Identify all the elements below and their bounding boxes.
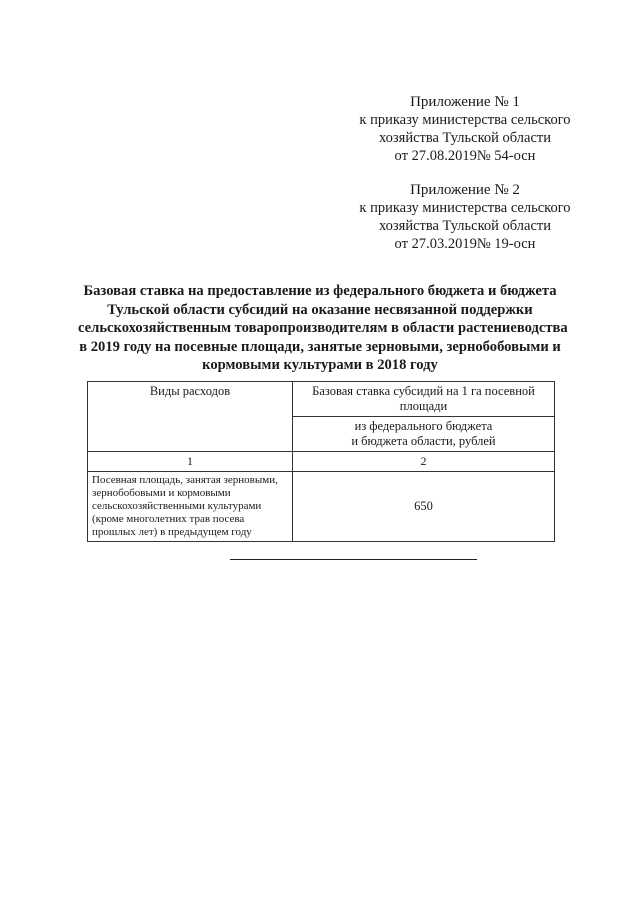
row-description-line: зернобобовыми и кормовыми — [92, 487, 231, 499]
appendix-1-line-2: хозяйства Тульской области — [378, 130, 552, 146]
appendix-1-date-line — [340, 147, 590, 165]
col-budget-subheader — [292, 417, 554, 452]
appendix-2-number: № 19-осн — [476, 236, 536, 252]
document-title — [78, 282, 568, 375]
appendix-1-number: № 54-осн — [476, 148, 536, 164]
title-line: Базовая ставка на предоставление из федерального бюджета и бюджета — [83, 283, 557, 299]
col-base-rate-header-text: Базовая ставка субсидий на 1 га посевной площади — [312, 384, 535, 413]
col-budget-subheader-line-1: из федерального бюджета — [354, 419, 493, 433]
rates-table — [87, 381, 555, 542]
col-expense-types-header-text: Виды расходов — [149, 384, 231, 398]
row-description-line: сельскохозяйственными культурами — [92, 500, 262, 512]
appendix-1-date: от 27.08.2019 — [394, 148, 477, 164]
row-description-line: (кроме многолетних трав посева — [92, 513, 245, 525]
appendix-1-line-1: к приказу министерства сельского — [359, 112, 571, 128]
column-number-2: 2 — [292, 452, 554, 472]
appendix-2-header — [340, 181, 590, 253]
row-description-line: прошлых лет) в предыдущем году — [92, 526, 252, 538]
table-row — [88, 472, 555, 542]
col-base-rate-header — [292, 382, 554, 417]
table-column-number-row — [88, 452, 555, 472]
column-number-1: 1 — [88, 452, 293, 472]
title-line: сельскохозяйственным товаропроизводителям в области растениеводства — [78, 320, 568, 336]
end-divider-line — [230, 559, 477, 560]
table-header-row — [88, 382, 555, 417]
title-line: Тульской области субсидий на оказание несвязанной поддержки — [107, 301, 533, 318]
appendix-2-date: от 27.03.2019 — [394, 236, 477, 252]
title-line: в 2019 году на посевные площади, занятые зерновыми, зернобобовыми и — [79, 338, 561, 355]
row-description — [88, 472, 293, 542]
col-budget-subheader-line-2: и бюджета области, рублей — [351, 434, 496, 448]
appendix-1-title: Приложение № 1 — [410, 94, 520, 110]
appendix-1-header — [340, 93, 590, 165]
row-rate-value: 650 — [292, 472, 554, 542]
appendix-2-date-line — [340, 235, 590, 253]
col-expense-types-header — [88, 382, 293, 452]
appendix-2-line-1: к приказу министерства сельского — [359, 200, 571, 216]
row-description-line: Посевная площадь, занятая зерновыми, — [92, 474, 278, 486]
appendix-2-line-2: хозяйства Тульской области — [378, 218, 552, 234]
appendix-2-title: Приложение № 2 — [410, 182, 520, 198]
title-line: кормовыми культурами в 2018 году — [202, 357, 438, 373]
